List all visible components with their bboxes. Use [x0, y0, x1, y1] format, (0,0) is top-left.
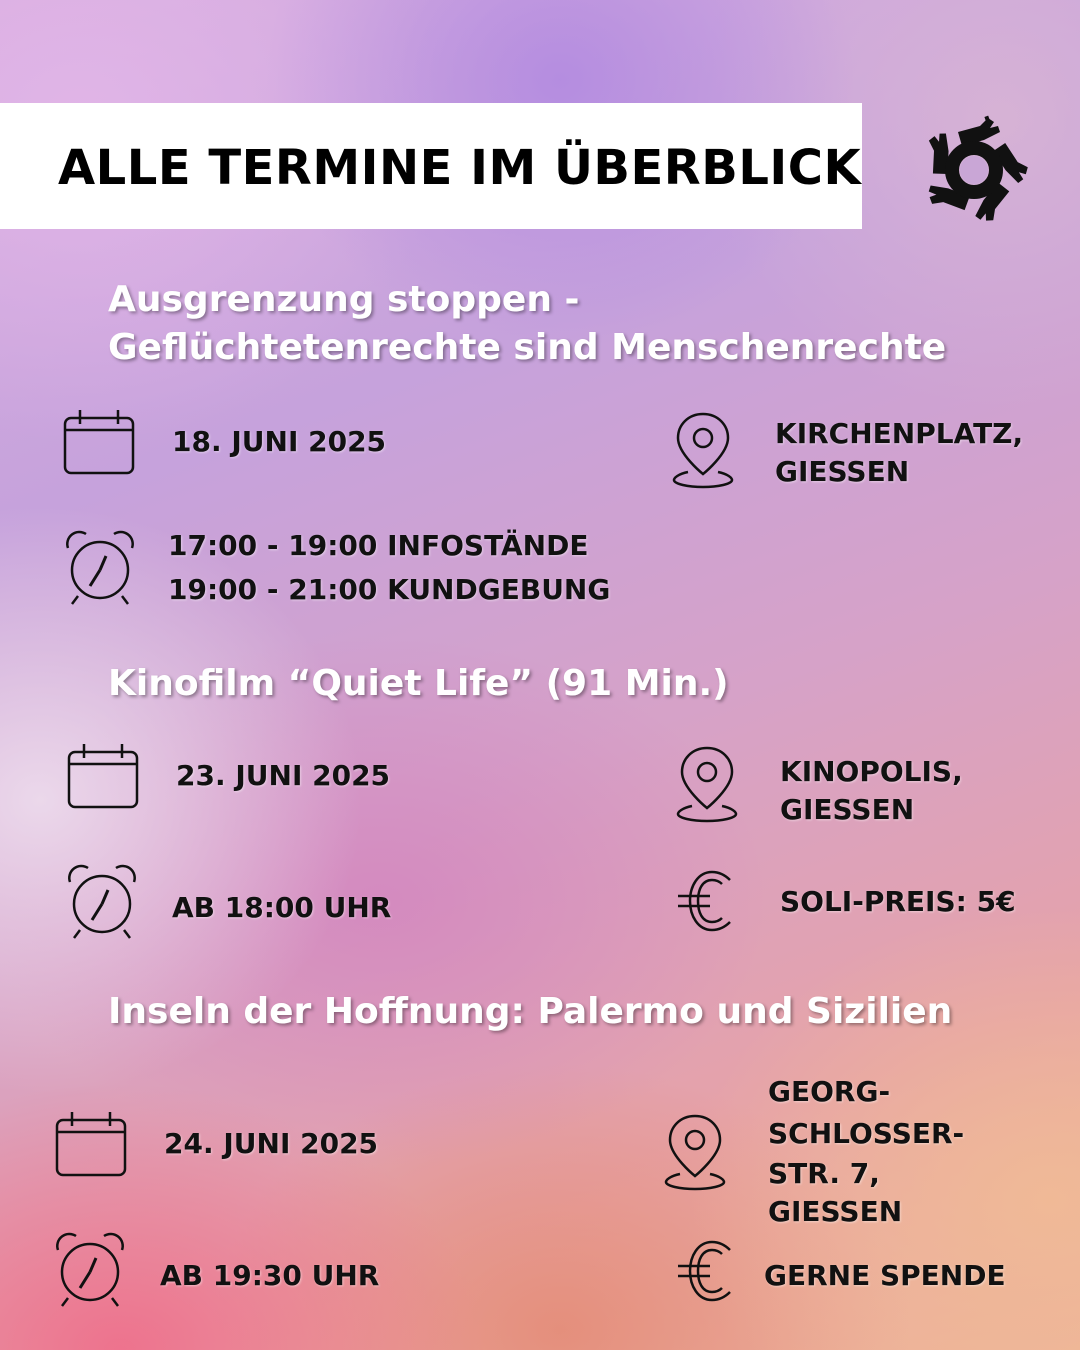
- event-1-title-line2: Geflüchtetenrechte sind Menschenrechte: [108, 327, 947, 368]
- page-title: ALLE TERMINE IM ÜBERBLICK: [58, 140, 862, 196]
- calendar-icon: [62, 408, 136, 476]
- event-3-location-line2: SCHLOSSER-: [768, 1117, 965, 1150]
- event-2-time: AB 18:00 UHR: [172, 891, 392, 924]
- event-3-location-line3: STR. 7,: [768, 1157, 880, 1190]
- event-1-location-line1: KIRCHENPLATZ,: [775, 417, 1024, 450]
- event-3-time: AB 19:30 UHR: [160, 1259, 380, 1292]
- event-1-title-line1: Ausgrenzung stoppen -: [108, 279, 580, 320]
- calendar-icon: [66, 742, 140, 810]
- event-1-date: 18. JUNI 2025: [172, 425, 387, 458]
- header-banner: [0, 103, 862, 229]
- event-3-location-line1: GEORG-: [768, 1075, 891, 1108]
- euro-icon: [676, 868, 738, 934]
- event-3-date: 24. JUNI 2025: [164, 1127, 379, 1160]
- event-2-location-line1: KINOPOLIS,: [780, 755, 963, 788]
- event-2-price: SOLI-PREIS: 5€: [780, 885, 1016, 918]
- location-pin-icon: [670, 410, 736, 490]
- location-pin-icon: [662, 1112, 728, 1192]
- calendar-icon: [54, 1110, 128, 1178]
- event-3-location-line4: GIESSEN: [768, 1195, 903, 1228]
- event-2-location-line2: GIESSEN: [780, 793, 915, 826]
- alarm-clock-icon: [64, 862, 140, 942]
- event-1-time-line1: 17:00 - 19:00 INFOSTÄNDE: [168, 529, 589, 562]
- event-3-title: Inseln der Hoffnung: Palermo und Sizilien: [108, 991, 953, 1032]
- alarm-clock-icon: [62, 528, 138, 608]
- euro-icon: [676, 1238, 738, 1304]
- event-2-date: 23. JUNI 2025: [176, 759, 391, 792]
- event-1-time-line2: 19:00 - 21:00 KUNDGEBUNG: [168, 573, 611, 606]
- event-1-location-line2: GIESSEN: [775, 455, 910, 488]
- event-3-price: GERNE SPENDE: [764, 1259, 1006, 1292]
- location-pin-icon: [674, 744, 740, 824]
- alarm-clock-icon: [52, 1230, 128, 1310]
- solidarity-hands-icon: [918, 114, 1030, 226]
- event-2-title: Kinofilm “Quiet Life” (91 Min.): [108, 663, 729, 704]
